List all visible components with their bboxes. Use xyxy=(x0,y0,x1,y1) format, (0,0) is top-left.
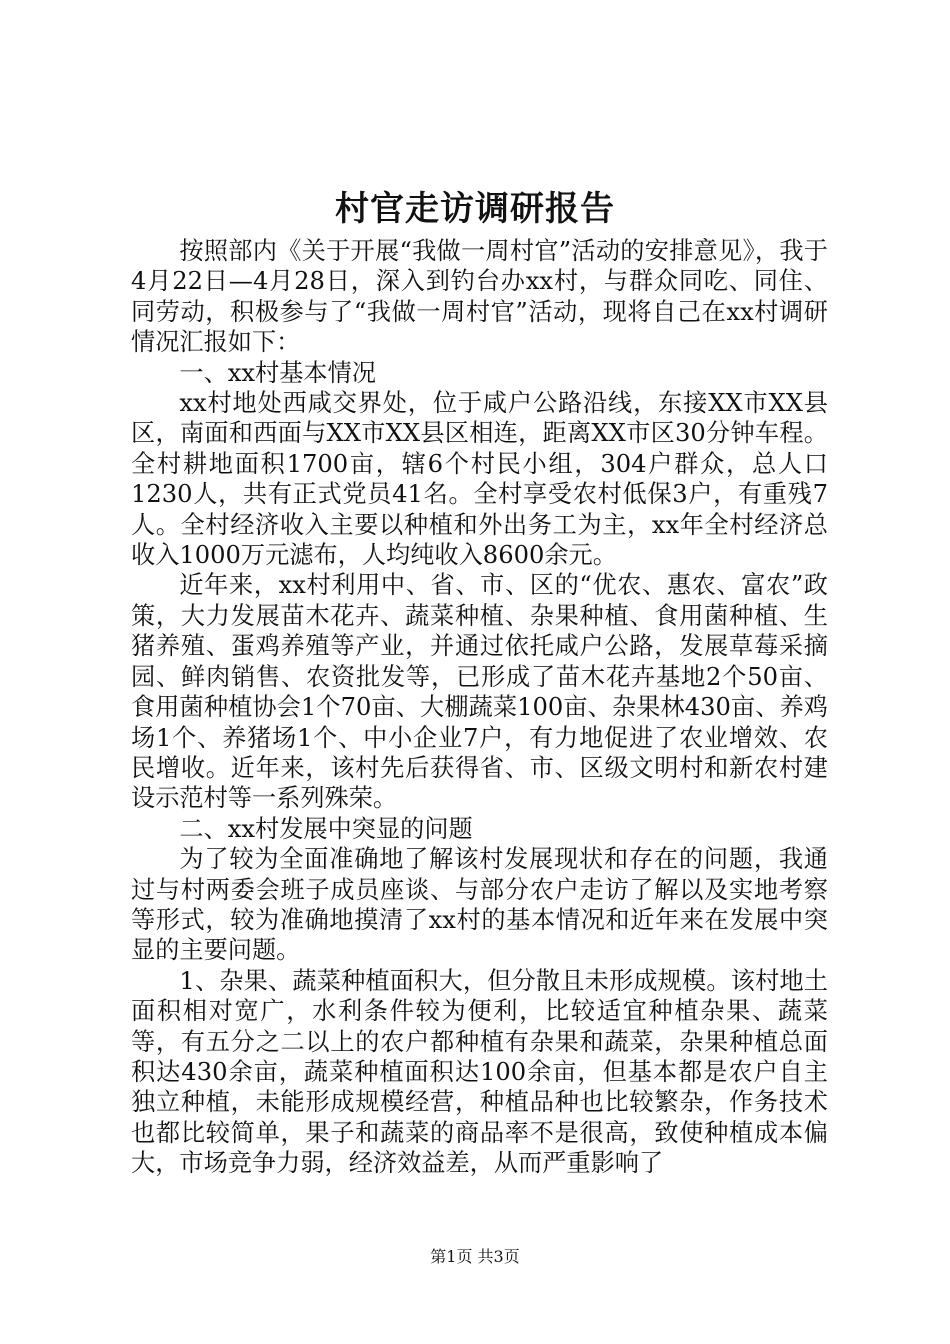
problems-intro-paragraph: 为了较为全面准确地了解该村发展现状和存在的问题，我通过与村两委会班子成员座谈、与部分农户走访了解以及实地考察等形式，较为准确地摸清了xx村的基本情况和近年来在发展中突显的主要问题。 xyxy=(131,845,828,965)
development-paragraph: 近年来，xx村利用中、省、市、区的“优农、惠农、富农”政策，大力发展苗木花卉、蔬菜种植、杂果种植、食用菌种植、生猪养殖、蛋鸡养殖等产业，并通过依托咸户公路，发展草莓采摘园、鲜肉销售、农资批发等，已形成了苗木花卉基地2个50亩、食用菌种植协会1个70亩、大棚蔬菜100亩、杂果林430亩、养鸡场1个、养猪场1个、中小企业7户，有力地促进了农业增效、农民增收。近年来，该村先后获得省、市、区级文明村和新农村建设示范村等一系列殊荣。 xyxy=(131,571,828,813)
section-heading-basic-info: 一、xx村基本情况 xyxy=(179,358,376,387)
section-heading-problems: 二、xx村发展中突显的问题 xyxy=(179,814,473,843)
document-body xyxy=(131,236,828,1179)
problem-1-paragraph: 1、杂果、蔬菜种植面积大，但分散且未形成规模。该村地土面积相对宽广，水利条件较为便利，比较适宜种植杂果、蔬菜等，有五分之二以上的农户都种植有杂果和蔬菜，杂果种植总面积达430余亩，蔬菜种植面积达100余亩，但基本都是农户自主独立种植，未能形成规模经营，种植品种也比较繁杂，作务技术也都比较简单，果子和蔬菜的商品率不是很高，致使种植成本偏大，市场竞争力弱，经济效益差，从而严重影响了 xyxy=(131,966,828,1178)
intro-paragraph: 按照部内《关于开展“我做一周村官”活动的安排意见》，我于4月22日—4月28日，深入到钓台办xx村，与群众同吃、同住、同劳动，积极参与了“我做一周村官”活动，现将自己在xx村调研情况汇报如下： xyxy=(131,237,828,357)
page-footer: 第1页 共3页 xyxy=(430,1247,520,1266)
document-title: 村官走访调研报告 xyxy=(335,189,615,229)
basic-info-paragraph: xx村地处西咸交界处，位于咸户公路沿线，东接XX市XX县区，南面和西面与XX市XX县区相连，距离XX市区30分钟车程。全村耕地面积1700亩，辖6个村民小组，304户群众，总人口1230人，共有正式党员41名。全村享受农村低保3户，有重残7人。全村经济收入主要以种植和外出务工为主，xx年全村经济总收入1000万元滤布，人均纯收入8600余元。 xyxy=(131,389,828,570)
